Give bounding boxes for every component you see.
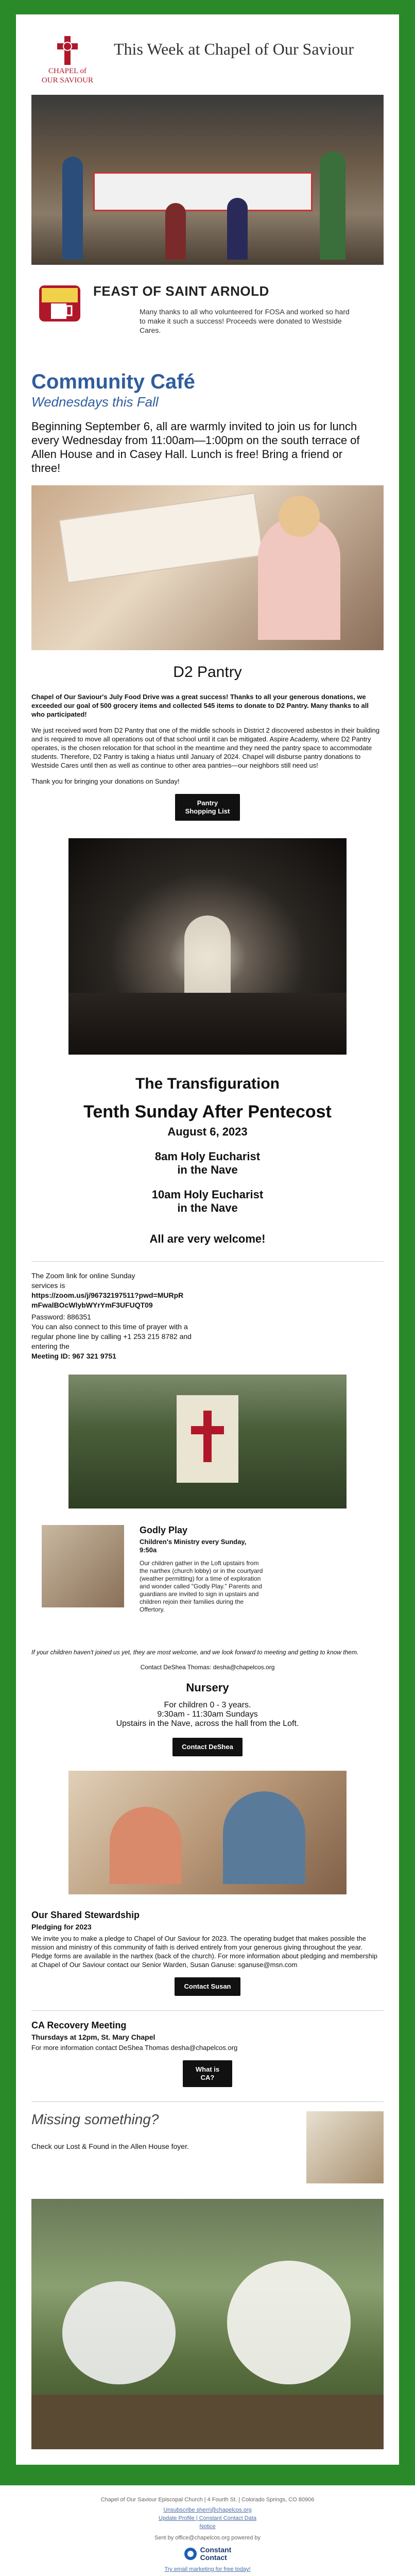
cafe-body: Beginning September 6, all are warmly invited to join us for lunch every Wednesday from 11:00am—1:00pm on the south terrace of Allen House and in Casey Hall. Lunch is free! Bring a friend or three! bbox=[31, 420, 360, 474]
footer-address: Chapel of Our Saviour Episcopal Church | 4 Fourth St. | Colorado Springs, CO 80906 bbox=[100, 2497, 315, 2503]
feast-badge bbox=[37, 280, 83, 327]
ca-section bbox=[16, 2020, 399, 2087]
service-section bbox=[16, 1055, 399, 1246]
cafe-photo bbox=[31, 485, 384, 650]
service-1-time: 8am Holy Eucharist bbox=[154, 1150, 261, 1163]
constant-contact-icon bbox=[184, 2547, 197, 2561]
nursery-section bbox=[16, 1671, 399, 1756]
footer-notice-link[interactable]: Notice bbox=[199, 2523, 216, 2530]
pantry-thanks: Thank you for bringing your donations on Sunday! bbox=[31, 777, 180, 785]
pantry-title: D2 Pantry bbox=[173, 664, 242, 681]
cc-line2: Contact bbox=[200, 2553, 227, 2562]
feast-photo bbox=[31, 95, 384, 265]
pantry-lead: Chapel of Our Saviour's July Food Drive was a great success! Thanks to all your generous donations, we exceeded our goal of 500 grocery items and collected 545 items to donate to D2 Pantry. Many thanks to all who participated! bbox=[31, 693, 369, 718]
nursery-line3: Upstairs in the Nave, across the hall from the Loft. bbox=[116, 1719, 299, 1728]
cc-line1: Constant bbox=[200, 2546, 232, 2554]
zoom-link[interactable]: https://zoom.us/j/96732197511?pwd=MURpRmFwalBOcWlybWYrYmF3UFUQT09 bbox=[31, 1291, 184, 1309]
divider bbox=[31, 2010, 384, 2011]
nursery-photo bbox=[68, 1771, 347, 1894]
email-footer bbox=[0, 2485, 415, 2576]
godly-play-note: If your children haven't joined us yet, they are most welcome, and we look forward to meeting and getting to know them. bbox=[31, 1649, 359, 1656]
stewardship-title: Our Shared Stewardship bbox=[31, 1910, 140, 1920]
pantry-body: We just received word from D2 Pantry that one of the middle schools in District 2 discovered asbestos in their building and is required to move all operations out of that school until it can be mitigated. Aspire Academy, where D2 Pantry operates, is the chosen relocation for that school in the meantime and they need the pantry space to accommodate students. Therefore, D2 Pantry is taking a hiatus until January of 2024. Chapel will disburse pantry donations to Westside Cares until then as well as continue to other area pantries—our neighbors still need us! bbox=[31, 726, 380, 769]
garden-photo bbox=[31, 2199, 384, 2449]
logo-line1: CHAPEL of bbox=[48, 67, 87, 75]
godly-play-section bbox=[16, 1509, 399, 1649]
footer-unsubscribe-link[interactable]: Unsubscribe sherri@chapelcos.org bbox=[163, 2507, 252, 2513]
zoom-meeting-id: Meeting ID: 967 321 9751 bbox=[31, 1352, 116, 1360]
nursery-line1: For children 0 - 3 years. bbox=[164, 1701, 251, 1709]
godly-play-photo bbox=[42, 1525, 124, 1607]
godly-play-subtitle: Children's Ministry every Sunday, 9:50a bbox=[140, 1538, 247, 1554]
service-welcome: All are very welcome! bbox=[149, 1232, 266, 1245]
service-date: August 6, 2023 bbox=[167, 1125, 248, 1138]
zoom-password: Password: 886351 bbox=[31, 1313, 91, 1321]
footer-sent-by: Sent by office@chapelcos.org powered by bbox=[154, 2535, 261, 2541]
logo-line2: OUR SAVIOUR bbox=[41, 76, 94, 84]
zoom-section bbox=[16, 1271, 399, 1361]
service-2-place: in the Nave bbox=[177, 1201, 238, 1214]
email-card bbox=[16, 14, 399, 2465]
service-subtitle: Tenth Sunday After Pentecost bbox=[83, 1102, 332, 1122]
ca-subtitle: Thursdays at 12pm, St. Mary Chapel bbox=[31, 2033, 155, 2041]
lost-found-body: Check our Lost & Found in the Allen House foyer. bbox=[31, 2142, 189, 2150]
garden-cross-photo bbox=[68, 1375, 347, 1509]
footer-update-profile-link[interactable]: Update Profile | Constant Contact Data bbox=[159, 2515, 256, 2521]
feast-section bbox=[16, 265, 399, 365]
stewardship-body: We invite you to make a pledge to Chapel of Our Saviour for 2023. The operating budget that makes possible the mission and ministry of this community of faith is derived entirely from your generous giving throughout the year. Pledge forms are available in the narthex (back of the church). For more information about pledging and membership at Chapel of Our Saviour contact our Senior Warden, Susan Ganuse: sganuse@msn.com bbox=[31, 1935, 378, 1969]
zoom-intro: The Zoom link for online Sunday services is bbox=[31, 1272, 135, 1290]
pantry-section bbox=[16, 650, 399, 821]
godly-play-body: Our children gather in the Loft upstairs from the narthex (church lobby) or in the courtyard (weather permitting) for a time of exploration and wonder called "Godly Play." Parents and guardians are invited to sign in upstairs and children rejoin their families during the Offertory. bbox=[140, 1560, 263, 1613]
lost-found-title: Missing something? bbox=[31, 2111, 159, 2127]
service-title: The Transfiguration bbox=[135, 1075, 280, 1092]
nursery-title: Nursery bbox=[186, 1681, 229, 1694]
beer-mug-icon bbox=[37, 280, 83, 327]
cc-tagline-link[interactable]: Try email marketing for free today! bbox=[164, 2566, 251, 2572]
ca-title: CA Recovery Meeting bbox=[31, 2020, 127, 2030]
divider bbox=[31, 1261, 384, 1262]
pantry-shopping-list-button[interactable]: Pantry Shopping List bbox=[175, 794, 240, 821]
chapel-logo[interactable] bbox=[31, 35, 103, 84]
email-title: This Week at Chapel of Our Saviour bbox=[114, 40, 354, 58]
chapel-interior-photo bbox=[68, 838, 347, 1055]
contact-susan-button[interactable]: Contact Susan bbox=[175, 1977, 240, 1996]
godly-play-footer bbox=[16, 1649, 399, 1671]
zoom-phone-text: You can also connect to this time of prayer with a regular phone line by calling +1 253 215 8782 and entering the bbox=[31, 1323, 192, 1350]
stewardship-subtitle: Pledging for 2023 bbox=[31, 1923, 92, 1931]
cafe-subtitle: Wednesdays this Fall bbox=[31, 394, 159, 410]
cafe-title: Community Café bbox=[31, 370, 195, 393]
nursery-line2: 9:30am - 11:30am Sundays bbox=[157, 1710, 258, 1719]
email-header bbox=[16, 14, 399, 95]
lost-found-section bbox=[16, 2111, 399, 2189]
feast-title: FEAST OF SAINT ARNOLD bbox=[93, 283, 269, 299]
cross-icon bbox=[51, 35, 84, 66]
constant-contact-logo[interactable] bbox=[184, 2546, 232, 2562]
what-is-ca-button[interactable]: What is CA? bbox=[183, 2060, 232, 2087]
contact-deshea-button[interactable]: Contact DeShea bbox=[172, 1738, 243, 1756]
service-2-time: 10am Holy Eucharist bbox=[151, 1188, 264, 1201]
lost-found-photo bbox=[306, 2111, 384, 2183]
godly-play-contact: Contact DeShea Thomas: desha@chapelcos.org bbox=[140, 1664, 275, 1671]
ca-body: For more information contact DeShea Thomas desha@chapelcos.org bbox=[31, 2044, 238, 2052]
service-1-place: in the Nave bbox=[177, 1163, 238, 1176]
cafe-section bbox=[16, 365, 399, 475]
godly-play-title: Godly Play bbox=[140, 1525, 188, 1535]
feast-body: Many thanks to all who volunteered for FOSA and worked so hard to make it such a success! Proceeds were donated to Westside Cares. bbox=[140, 308, 350, 334]
stewardship-section bbox=[16, 1894, 399, 1996]
